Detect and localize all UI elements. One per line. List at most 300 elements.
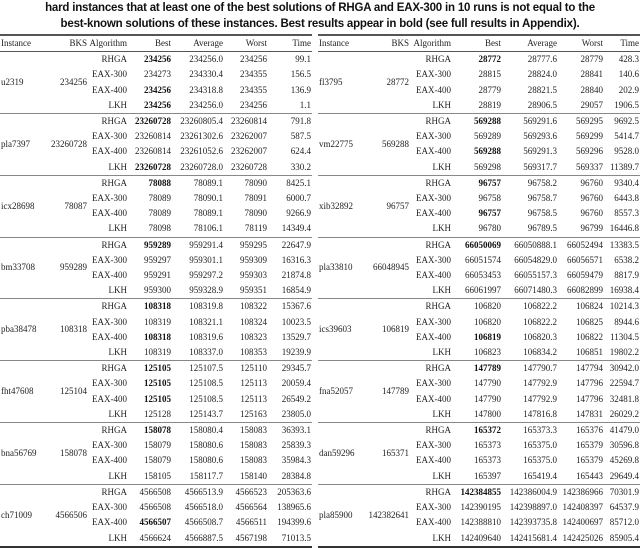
worst-cell: 96799 <box>580 223 603 234</box>
algorithm-cell: EAX-300 <box>416 131 451 142</box>
time-cell: 9528.0 <box>614 146 639 157</box>
time-cell: 13383.5 <box>609 239 639 250</box>
average-cell: 66050888.1 <box>514 239 557 250</box>
bks-cell: 142382641 <box>368 509 409 520</box>
average-cell: 23261052.6 <box>180 146 223 157</box>
algorithm-cell: EAX-400 <box>416 270 451 281</box>
worst-cell: 142386966 <box>562 486 603 497</box>
algorithm-cell: LKH <box>108 347 127 358</box>
best-value-bold: 108318 <box>144 331 171 342</box>
average-cell: 28824.0 <box>527 69 557 80</box>
instance-group <box>318 361 640 423</box>
average-cell: 165375.0 <box>523 455 557 466</box>
worst-cell: 28841 <box>580 69 603 80</box>
algorithm-cell: EAX-300 <box>416 440 451 451</box>
time-cell: 45269.8 <box>609 455 639 466</box>
best-cell: 96780 <box>478 223 501 234</box>
bks-cell: 234256 <box>60 77 87 87</box>
average-cell: 147792.9 <box>523 378 557 389</box>
results-table-left <box>0 34 312 548</box>
bks-cell: 125104 <box>60 386 87 397</box>
average-cell: 108319.8 <box>189 301 223 312</box>
instance-group <box>0 175 312 237</box>
algorithm-cell: LKH <box>108 285 127 296</box>
algorithm-cell: LKH <box>108 408 127 419</box>
worst-cell: 78090 <box>244 177 267 188</box>
worst-cell: 125113 <box>240 393 267 404</box>
best-cell <box>128 83 172 98</box>
worst-cell: 4566564 <box>235 502 267 513</box>
bks-cell: 23260728 <box>51 138 87 149</box>
algorithm-cell: EAX-400 <box>416 84 451 95</box>
instance-cell: fna52057 <box>319 386 353 397</box>
algorithm-cell: RHGA <box>101 54 127 65</box>
time-cell: 10023.5 <box>281 316 311 327</box>
average-cell: 569291.3 <box>523 146 557 157</box>
worst-cell: 106824 <box>576 301 603 312</box>
worst-cell: 165443 <box>576 470 603 481</box>
time-cell: 23805.0 <box>281 408 311 419</box>
algorithm-cell: RHGA <box>101 177 127 188</box>
table-row <box>318 361 640 377</box>
column-header-bks: BKS <box>391 38 409 48</box>
worst-cell: 147794 <box>576 363 603 374</box>
worst-cell: 96760 <box>580 193 603 204</box>
algorithm-cell: EAX-300 <box>416 316 451 327</box>
worst-cell: 142408397 <box>562 502 603 513</box>
worst-cell: 234256 <box>240 54 267 65</box>
best-cell <box>452 423 502 439</box>
column-header-worst: Worst <box>245 38 267 48</box>
average-cell: 234256.0 <box>189 99 223 110</box>
worst-cell: 234355 <box>240 84 267 95</box>
algorithm-cell: EAX-300 <box>416 378 451 389</box>
worst-cell: 165376 <box>576 425 603 436</box>
worst-cell: 106851 <box>576 347 603 358</box>
best-value-bold: 96757 <box>478 208 501 219</box>
time-cell: 35984.3 <box>281 455 311 466</box>
algorithm-cell: EAX-300 <box>416 193 451 204</box>
algorithm-cell: RHGA <box>101 116 127 127</box>
instance-cell: pba38478 <box>1 324 37 335</box>
time-cell: 71013.5 <box>281 532 311 543</box>
table-row <box>0 175 312 191</box>
best-value-bold: 234256 <box>144 54 171 65</box>
best-cell: 108319 <box>144 316 171 327</box>
column-header-algorithm: Algorithm <box>89 38 127 48</box>
average-cell: 78090.1 <box>193 193 223 204</box>
worst-cell: 234256 <box>240 99 267 110</box>
worst-cell: 29057 <box>580 99 603 110</box>
worst-cell: 23262007 <box>231 131 267 142</box>
time-cell: 11304.5 <box>610 331 639 342</box>
best-cell: 147800 <box>474 408 501 419</box>
algorithm-cell: LKH <box>108 161 127 172</box>
time-cell: 6443.8 <box>614 193 639 204</box>
average-cell: 96758.7 <box>527 193 557 204</box>
best-value-bold: 959289 <box>144 239 171 250</box>
best-cell: 4566508 <box>139 502 171 513</box>
column-header-instance: Instance <box>1 38 31 48</box>
average-cell: 125108.5 <box>189 378 223 389</box>
best-value-bold: 125105 <box>144 393 171 404</box>
instance-group <box>0 114 312 176</box>
average-cell: 569317.7 <box>523 161 557 172</box>
average-cell: 165419.4 <box>523 470 557 481</box>
caption-line-1: hard instances that at least one of the best solutions of RHGA and EAX-300 in 10 runs is not equal to the <box>45 2 595 14</box>
worst-cell: 108322 <box>240 301 267 312</box>
table-row <box>318 299 640 315</box>
best-cell <box>128 237 172 253</box>
time-cell: 330.2 <box>290 161 311 172</box>
worst-cell: 569337 <box>576 161 603 172</box>
average-cell: 106820.3 <box>523 331 557 342</box>
best-value-bold: 28772 <box>478 54 501 65</box>
average-cell: 28906.5 <box>527 99 557 110</box>
worst-cell: 147796 <box>576 378 603 389</box>
algorithm-cell: EAX-400 <box>92 146 127 157</box>
time-cell: 22594.7 <box>609 378 639 389</box>
algorithm-cell: LKH <box>108 223 127 234</box>
algorithm-cell: EAX-300 <box>92 254 127 265</box>
algorithm-cell: EAX-300 <box>92 378 127 389</box>
algorithm-cell: RHGA <box>101 425 127 436</box>
instance-group <box>0 299 312 361</box>
bks-cell: 108318 <box>60 324 87 335</box>
time-cell: 15367.6 <box>281 301 311 312</box>
algorithm-cell: EAX-400 <box>92 393 127 404</box>
instance-group <box>0 484 312 546</box>
column-header-time: Time <box>292 38 311 48</box>
time-cell: 205363.6 <box>277 486 311 497</box>
best-cell: 142409640 <box>460 532 501 543</box>
algorithm-cell: EAX-400 <box>416 146 451 157</box>
best-cell <box>128 423 172 439</box>
time-cell: 9340.4 <box>614 177 639 188</box>
best-cell <box>128 52 172 68</box>
best-cell: 165397 <box>474 470 501 481</box>
algorithm-cell: LKH <box>432 223 451 234</box>
worst-cell: 106822 <box>576 331 603 342</box>
worst-cell: 23260728 <box>231 161 267 172</box>
best-cell <box>128 98 172 114</box>
algorithm-cell: EAX-400 <box>416 208 451 219</box>
best-cell: 108319 <box>144 347 171 358</box>
instance-group <box>0 237 312 299</box>
instance-group <box>318 175 640 237</box>
time-cell: 41479.0 <box>609 425 639 436</box>
bks-cell: 165371 <box>382 447 409 458</box>
algorithm-cell: EAX-400 <box>92 455 127 466</box>
algorithm-cell: EAX-300 <box>92 316 127 327</box>
column-header-best: Best <box>154 38 171 48</box>
algorithm-cell: LKH <box>108 470 127 481</box>
average-cell: 158080.6 <box>189 440 223 451</box>
time-cell: 22647.9 <box>281 239 311 250</box>
time-cell: 136.9 <box>290 84 311 95</box>
worst-cell: 158083 <box>240 425 267 436</box>
worst-cell: 158083 <box>240 440 267 451</box>
table-row <box>318 484 640 500</box>
results-table-right <box>318 34 640 548</box>
instance-cell: fl3795 <box>319 77 343 87</box>
algorithm-cell: RHGA <box>425 486 451 497</box>
column-header-worst: Worst <box>581 38 603 48</box>
time-cell: 624.4 <box>290 146 311 157</box>
worst-cell: 165379 <box>576 440 603 451</box>
worst-cell: 108323 <box>240 331 267 342</box>
worst-cell: 4566523 <box>235 486 267 497</box>
best-cell <box>452 361 502 377</box>
best-cell <box>452 114 502 130</box>
time-cell: 138965.6 <box>277 502 311 513</box>
worst-cell: 66056571 <box>567 254 603 265</box>
bks-cell: 28772 <box>386 77 409 87</box>
algorithm-cell: RHGA <box>425 425 451 436</box>
table-row <box>318 237 640 253</box>
instance-cell: dan59296 <box>319 447 355 458</box>
average-cell: 4566518.0 <box>184 502 223 513</box>
best-cell: 4566624 <box>139 532 171 543</box>
average-cell: 165373.3 <box>523 425 557 436</box>
average-cell: 959291.4 <box>189 239 223 250</box>
average-cell: 158080.6 <box>189 455 223 466</box>
best-cell: 78089 <box>148 193 171 204</box>
instance-cell: u2319 <box>1 77 24 87</box>
algorithm-cell: LKH <box>432 99 451 110</box>
worst-cell: 66082899 <box>567 285 603 296</box>
worst-cell: 569299 <box>576 131 603 142</box>
table-row <box>0 237 312 253</box>
time-cell: 428.3 <box>618 54 639 65</box>
worst-cell: 125110 <box>240 363 267 374</box>
best-cell <box>128 299 172 315</box>
best-value-bold: 569288 <box>474 146 501 157</box>
time-cell: 587.5 <box>290 131 311 142</box>
instance-cell: xib32892 <box>319 200 354 211</box>
worst-cell: 125163 <box>240 408 267 419</box>
worst-cell: 158083 <box>240 455 267 466</box>
best-cell: 959297 <box>144 254 171 265</box>
best-cell <box>128 392 172 407</box>
algorithm-cell: EAX-400 <box>416 455 451 466</box>
table-row <box>0 423 312 439</box>
time-cell: 9692.5 <box>614 116 639 127</box>
best-cell: 66051574 <box>465 254 501 265</box>
best-cell: 66061997 <box>465 285 501 296</box>
instance-cell: bm33708 <box>1 262 36 273</box>
bks-cell: 959289 <box>60 262 87 273</box>
table-row <box>0 361 312 377</box>
time-cell: 36393.1 <box>281 425 311 436</box>
best-cell: 165373 <box>474 455 501 466</box>
worst-cell: 106825 <box>576 316 603 327</box>
best-value-bold: 234256 <box>144 84 171 95</box>
bks-cell: 569288 <box>382 138 409 149</box>
worst-cell: 66052494 <box>567 239 603 250</box>
worst-cell: 78090 <box>244 208 267 219</box>
time-cell: 194399.6 <box>277 517 311 528</box>
best-cell: 4566508 <box>139 486 171 497</box>
average-cell: 125107.5 <box>189 363 223 374</box>
time-cell: 16316.3 <box>281 254 311 265</box>
algorithm-cell: EAX-300 <box>416 254 451 265</box>
algorithm-cell: EAX-300 <box>92 131 127 142</box>
average-cell: 106822.2 <box>523 301 557 312</box>
time-cell: 5414.7 <box>614 131 639 142</box>
best-value-bold: 125105 <box>144 378 171 389</box>
best-cell: 147790 <box>474 393 501 404</box>
worst-cell: 108353 <box>240 347 267 358</box>
algorithm-cell: RHGA <box>425 239 451 250</box>
table-row <box>0 114 312 130</box>
column-header-time: Time <box>620 38 639 48</box>
worst-cell: 23262007 <box>231 146 267 157</box>
best-cell <box>452 484 502 500</box>
time-cell: 21874.8 <box>281 270 311 281</box>
best-value-bold: 108318 <box>144 301 171 312</box>
average-cell: 959297.2 <box>189 270 223 281</box>
time-cell: 29649.4 <box>609 470 639 481</box>
best-value-bold: 234256 <box>144 99 171 110</box>
worst-cell: 4567198 <box>235 532 267 543</box>
time-cell: 11389.7 <box>610 161 639 172</box>
instance-group <box>318 484 640 546</box>
best-value-bold: 569288 <box>474 116 501 127</box>
average-cell: 4566887.5 <box>184 532 223 543</box>
algorithm-cell: LKH <box>432 285 451 296</box>
table-row <box>318 175 640 191</box>
best-value-bold: 4566507 <box>139 517 171 528</box>
best-cell: 569289 <box>474 131 501 142</box>
worst-cell: 28779 <box>580 54 603 65</box>
bks-cell: 106819 <box>382 324 409 335</box>
worst-cell: 28840 <box>580 84 603 95</box>
best-cell: 158079 <box>144 455 171 466</box>
instance-group <box>0 52 312 114</box>
instance-cell: pla33810 <box>319 262 353 273</box>
algorithm-cell: EAX-400 <box>92 331 127 342</box>
time-cell: 20059.4 <box>281 378 311 389</box>
algorithm-cell: LKH <box>432 470 451 481</box>
algorithm-cell: RHGA <box>425 54 451 65</box>
column-header-instance: Instance <box>319 38 349 48</box>
best-value-bold: 106819 <box>474 331 501 342</box>
algorithm-cell: RHGA <box>101 363 127 374</box>
average-cell: 96789.5 <box>527 223 557 234</box>
algorithm-cell: LKH <box>108 532 127 543</box>
instance-cell: pla7397 <box>1 138 30 149</box>
time-cell: 16938.4 <box>609 285 639 296</box>
time-cell: 9266.9 <box>286 208 311 219</box>
best-cell <box>452 144 502 159</box>
algorithm-cell: RHGA <box>425 363 451 374</box>
average-cell: 158117.7 <box>189 470 223 481</box>
time-cell: 1.1 <box>299 99 311 110</box>
time-cell: 32481.8 <box>609 393 639 404</box>
average-cell: 4566513.9 <box>184 486 223 497</box>
average-cell: 23260728.0 <box>180 161 223 172</box>
time-cell: 202.9 <box>618 84 639 95</box>
time-cell: 791.8 <box>290 116 311 127</box>
column-header-bks: BKS <box>69 38 87 48</box>
best-value-bold: 23260728 <box>135 116 171 127</box>
algorithm-cell: EAX-400 <box>92 208 127 219</box>
worst-cell: 4566511 <box>235 517 267 528</box>
time-cell: 19239.9 <box>281 347 311 358</box>
column-header-best: Best <box>484 38 501 48</box>
best-value-bold: 147789 <box>474 363 501 374</box>
time-cell: 8817.9 <box>614 270 639 281</box>
best-cell: 569298 <box>474 161 501 172</box>
average-cell: 234318.8 <box>189 84 223 95</box>
time-cell: 64537.9 <box>609 502 639 513</box>
best-cell: 158105 <box>144 470 171 481</box>
average-cell: 4566508.7 <box>184 517 223 528</box>
instance-cell: bna56769 <box>1 447 37 458</box>
worst-cell: 158140 <box>240 470 267 481</box>
best-value-bold: 66050069 <box>465 239 501 250</box>
best-cell: 106820 <box>474 316 501 327</box>
worst-cell: 569296 <box>576 146 603 157</box>
best-cell <box>452 330 502 345</box>
best-cell <box>128 175 172 191</box>
worst-cell: 959309 <box>240 254 267 265</box>
table-row <box>318 114 640 130</box>
algorithm-cell: LKH <box>432 347 451 358</box>
algorithm-cell: RHGA <box>101 301 127 312</box>
best-cell: 66053453 <box>465 270 501 281</box>
best-value-bold: 125105 <box>144 363 171 374</box>
time-cell: 99.1 <box>295 54 311 65</box>
best-cell <box>452 237 502 253</box>
average-cell: 142386004.9 <box>509 486 557 497</box>
algorithm-cell: EAX-300 <box>416 69 451 80</box>
best-cell <box>452 175 502 191</box>
average-cell: 147790.7 <box>523 363 557 374</box>
worst-cell: 142400697 <box>562 517 603 528</box>
average-cell: 106834.2 <box>523 347 557 358</box>
algorithm-cell: EAX-400 <box>416 393 451 404</box>
worst-cell: 96760 <box>580 208 603 219</box>
instance-cell: pla85900 <box>319 509 353 520</box>
instance-cell: ch71009 <box>1 509 32 520</box>
worst-cell: 78119 <box>244 223 267 234</box>
time-cell: 8557.3 <box>614 208 639 219</box>
time-cell: 16854.9 <box>281 285 311 296</box>
algorithm-cell: LKH <box>432 161 451 172</box>
algorithm-cell: RHGA <box>425 301 451 312</box>
time-cell: 85712.0 <box>609 517 639 528</box>
best-cell: 96758 <box>478 193 501 204</box>
worst-cell: 66059479 <box>567 270 603 281</box>
time-cell: 13529.7 <box>281 331 311 342</box>
average-cell: 959328.9 <box>189 285 223 296</box>
bks-cell: 4566506 <box>55 509 87 520</box>
average-cell: 234256.0 <box>189 54 223 65</box>
average-cell: 959301.1 <box>189 254 223 265</box>
best-cell: 959300 <box>144 285 171 296</box>
best-cell: 23260814 <box>135 146 171 157</box>
average-cell: 165375.0 <box>523 440 557 451</box>
average-cell: 78089.1 <box>193 177 223 188</box>
average-cell: 569293.6 <box>523 131 557 142</box>
time-cell: 19802.2 <box>609 347 639 358</box>
algorithm-cell: LKH <box>432 532 451 543</box>
algorithm-cell: RHGA <box>425 116 451 127</box>
average-cell: 78106.1 <box>193 223 223 234</box>
best-cell: 78098 <box>148 223 171 234</box>
